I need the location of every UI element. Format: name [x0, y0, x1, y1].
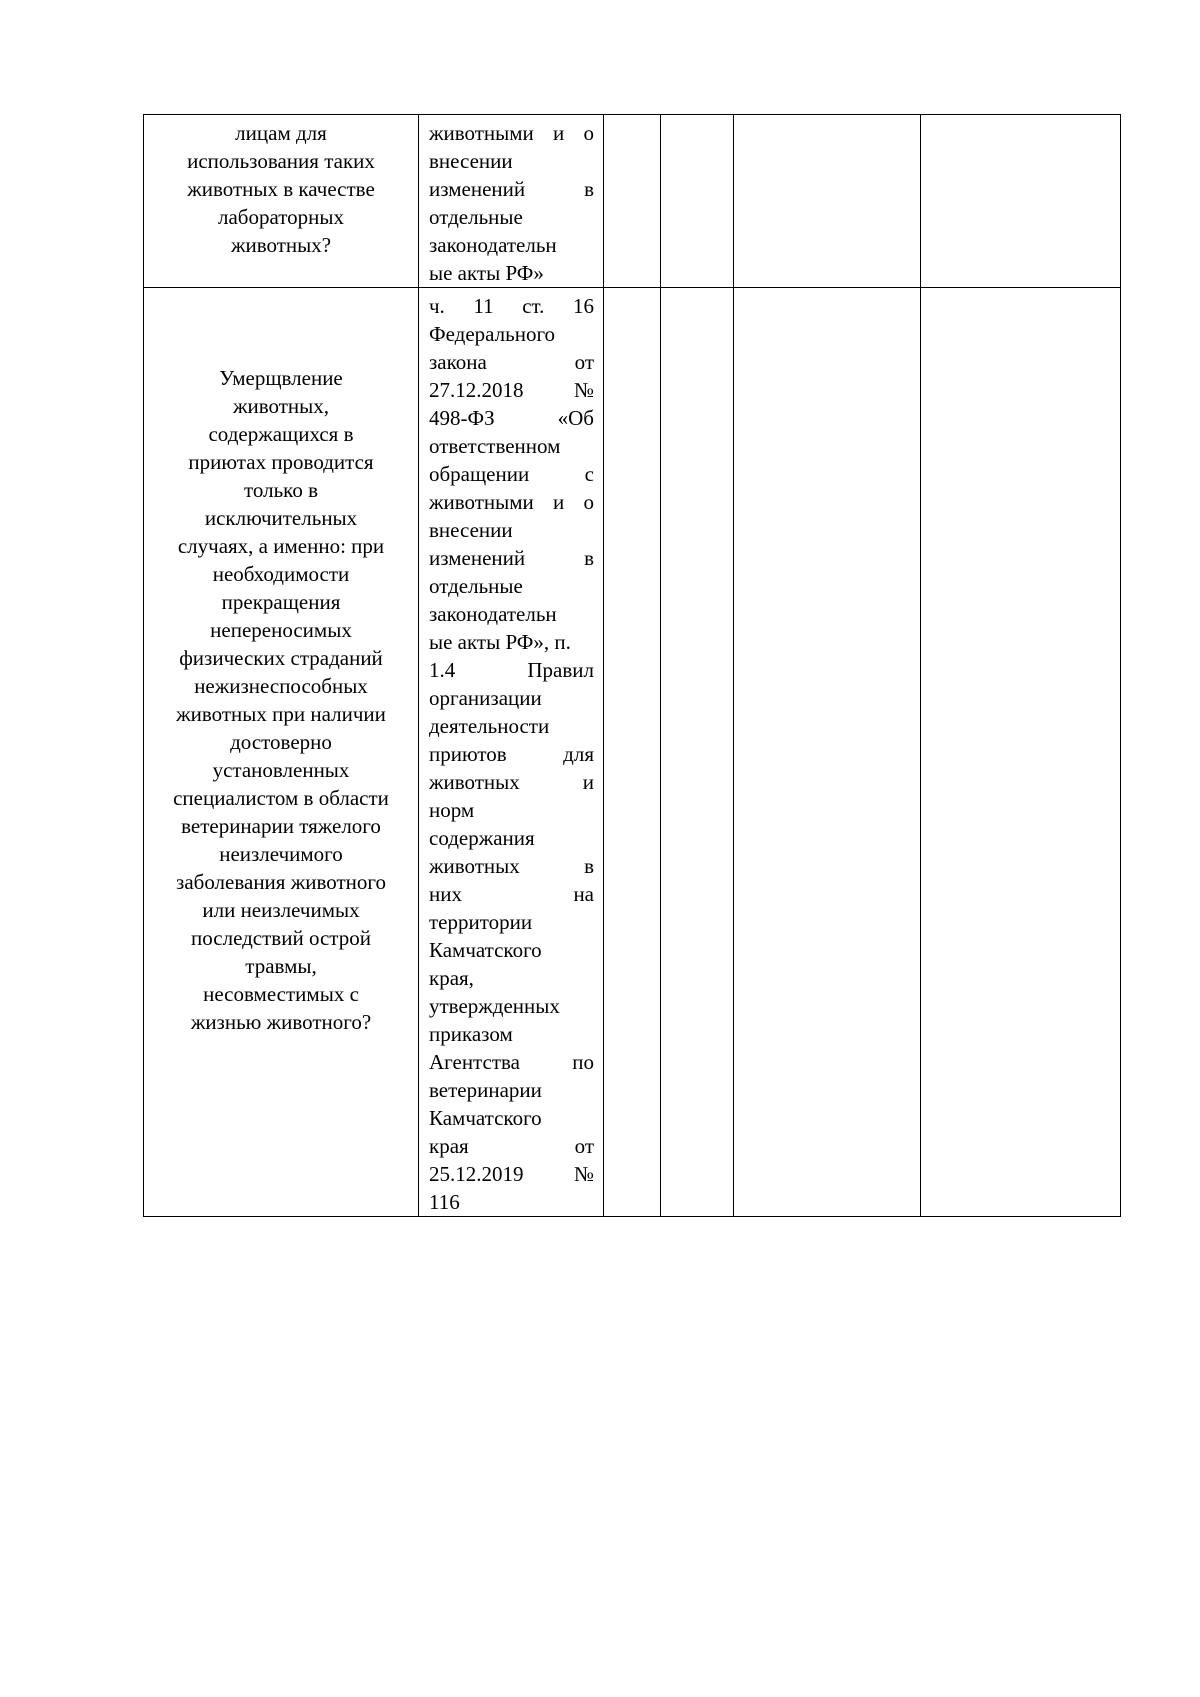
legal-basis-line [429, 259, 594, 287]
legal-basis-line [429, 712, 594, 740]
legal-basis-line [429, 404, 594, 432]
table-row [144, 115, 1121, 288]
checklist-table [143, 114, 1121, 1217]
legal-basis-line [429, 908, 594, 936]
question-text: лицам для использования таких животных в качестве лабораторных животных? [187, 121, 375, 257]
legal-basis-line [429, 231, 594, 259]
legal-basis-line [429, 936, 594, 964]
legal-basis-line [429, 572, 594, 600]
legal-basis-word: для [563, 742, 594, 766]
legal-basis-word: деятельности [429, 714, 550, 738]
legal-basis-word: 27.12.2018 [429, 378, 524, 402]
legal-basis-word: приютов [429, 742, 507, 766]
legal-basis-word: приказом [429, 1022, 513, 1046]
question-text: Умерщвление животных, содержащихся в приютах проводится только в исключительных случаях, а именно: при необходимости прекращения непереносимых физических страданий нежизнеспособных животных при наличии достоверно установленных специалистом в области ветеринарии тяжелого неизлечимого заболевания животного или неизлечимых последствий острой травмы, несовместимых с жизнью животного? [173, 365, 389, 1034]
empty-cell [734, 288, 921, 1217]
legal-basis-line [429, 175, 594, 203]
legal-basis-line [429, 147, 594, 175]
legal-basis-line [429, 796, 594, 824]
legal-basis-word: внесении [429, 149, 513, 173]
legal-basis-word: о [583, 121, 594, 145]
legal-basis-word: ст. [522, 294, 545, 318]
empty-cell [921, 288, 1121, 1217]
legal-basis-word: ч. [429, 294, 445, 318]
legal-basis-word: законодательн [429, 233, 557, 257]
legal-basis-word: норм [429, 798, 475, 822]
legal-basis-word: и [553, 490, 565, 514]
table-row [144, 288, 1121, 1217]
legal-basis-line [429, 992, 594, 1020]
legal-basis-word: 16 [573, 294, 594, 318]
legal-basis-word: 25.12.2019 [429, 1162, 524, 1186]
legal-basis-word: и [553, 121, 565, 145]
legal-basis-line [429, 320, 594, 348]
legal-basis-line [429, 684, 594, 712]
legal-basis-word: о [583, 490, 594, 514]
legal-basis-line [429, 1104, 594, 1132]
legal-basis-word: и [582, 770, 594, 794]
legal-basis-line [429, 488, 594, 516]
empty-cell [604, 288, 661, 1217]
legal-basis-cell [419, 115, 604, 288]
legal-basis-word: животными [429, 121, 534, 145]
legal-basis-word: с [584, 462, 594, 486]
legal-basis-word: животными [429, 490, 534, 514]
empty-cell [661, 115, 734, 288]
legal-basis-word: № [573, 378, 594, 402]
legal-basis-word: № [573, 1162, 594, 1186]
legal-basis-word: «Об [557, 406, 594, 430]
legal-basis-word: Агентства [429, 1050, 520, 1074]
legal-basis-line [429, 1020, 594, 1048]
legal-basis-line [429, 376, 594, 404]
legal-basis-word: территории [429, 910, 533, 934]
legal-basis-word: ые акты РФ», п. [429, 630, 571, 654]
legal-basis-line [429, 768, 594, 796]
legal-basis-word: обращении [429, 462, 530, 486]
legal-basis-line [429, 203, 594, 231]
legal-basis-word: от [574, 350, 594, 374]
legal-basis-cell [419, 288, 604, 1217]
legal-basis-word: закона [429, 350, 487, 374]
legal-basis-word: них [429, 882, 462, 906]
question-cell [144, 115, 419, 288]
legal-basis-line [429, 964, 594, 992]
legal-basis-word: в [584, 546, 594, 570]
legal-basis-word: 116 [429, 1190, 460, 1214]
legal-basis-word: ветеринарии [429, 1078, 542, 1102]
legal-basis-line [429, 348, 594, 376]
legal-basis-text [419, 288, 603, 1216]
question-cell [144, 288, 419, 1217]
legal-basis-word: на [573, 882, 594, 906]
legal-basis-word: животных [429, 854, 520, 878]
legal-basis-line [429, 1076, 594, 1104]
legal-basis-word: в [584, 177, 594, 201]
legal-basis-line [429, 460, 594, 488]
legal-basis-word: утвержденных [429, 994, 560, 1018]
empty-cell [921, 115, 1121, 288]
legal-basis-text [419, 115, 603, 287]
legal-basis-word: по [572, 1050, 594, 1074]
legal-basis-word: отдельные [429, 574, 523, 598]
legal-basis-word: Правил [527, 658, 594, 682]
legal-basis-line [429, 516, 594, 544]
legal-basis-word: края, [429, 966, 474, 990]
legal-basis-line [429, 119, 594, 147]
legal-basis-word: ые акты РФ» [429, 261, 544, 285]
legal-basis-word: содержания [429, 826, 535, 850]
legal-basis-word: Камчатского [429, 938, 542, 962]
legal-basis-line [429, 1048, 594, 1076]
legal-basis-word: 498-ФЗ [429, 406, 495, 430]
legal-basis-line [429, 1160, 594, 1188]
empty-cell [604, 115, 661, 288]
legal-basis-word: от [574, 1134, 594, 1158]
legal-basis-word: законодательн [429, 602, 557, 626]
legal-basis-word: ответственном [429, 434, 561, 458]
legal-basis-line [429, 544, 594, 572]
legal-basis-line [429, 880, 594, 908]
legal-basis-line [429, 824, 594, 852]
legal-basis-line [429, 432, 594, 460]
legal-basis-word: 1.4 [429, 658, 456, 682]
legal-basis-word: отдельные [429, 205, 523, 229]
legal-basis-line [429, 740, 594, 768]
legal-basis-word: в [584, 854, 594, 878]
legal-basis-line [429, 1132, 594, 1160]
legal-basis-word: изменений [429, 546, 526, 570]
legal-basis-line [429, 628, 594, 656]
legal-basis-word: Камчатского [429, 1106, 542, 1130]
legal-basis-word: края [429, 1134, 469, 1158]
legal-basis-line [429, 852, 594, 880]
legal-basis-word: животных [429, 770, 520, 794]
legal-basis-line [429, 656, 594, 684]
empty-cell [661, 288, 734, 1217]
legal-basis-line [429, 292, 594, 320]
legal-basis-line [429, 1188, 594, 1216]
legal-basis-word: 11 [473, 294, 494, 318]
legal-basis-word: изменений [429, 177, 526, 201]
empty-cell [734, 115, 921, 288]
legal-basis-word: Федерального [429, 322, 556, 346]
legal-basis-line [429, 600, 594, 628]
legal-basis-word: внесении [429, 518, 513, 542]
legal-basis-word: организации [429, 686, 542, 710]
